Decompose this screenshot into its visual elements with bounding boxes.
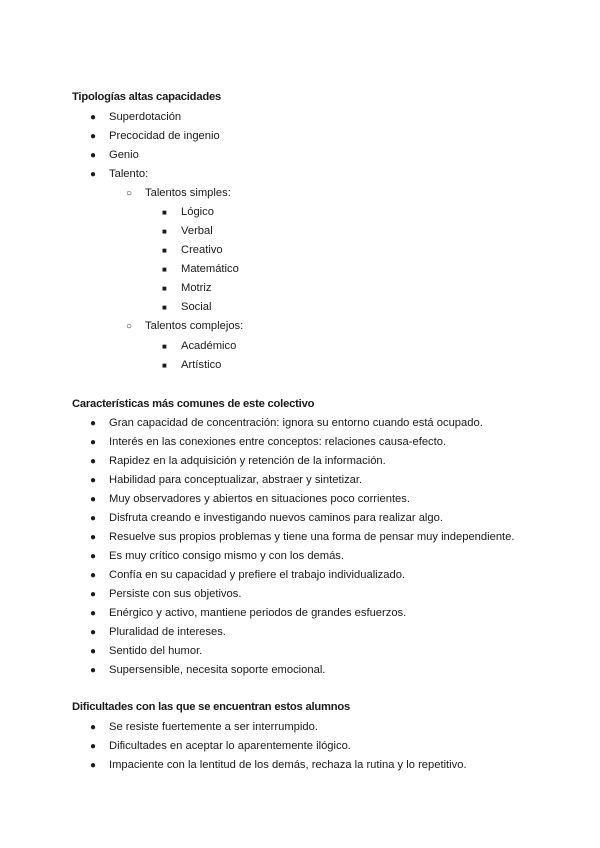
bullet-disc-icon: ● <box>90 760 97 771</box>
bullet-disc-icon: ● <box>90 169 97 180</box>
bullet-disc-icon: ● <box>90 437 97 448</box>
section-title-dificultades: Dificultades con las que se encuentran estos alumnos <box>72 701 351 713</box>
bullet-disc-icon: ● <box>90 570 97 581</box>
bullet-disc-icon: ● <box>90 418 97 429</box>
bullet-square-icon: ■ <box>162 342 167 351</box>
bullet-circle-icon: ○ <box>126 188 133 199</box>
bullet-disc-icon: ● <box>90 741 97 752</box>
bullet-disc-icon: ● <box>90 494 97 505</box>
section-title-tipologias: Tipologías altas capacidades <box>72 91 222 103</box>
bullet-square-icon: ■ <box>162 303 167 312</box>
bullet-disc-icon: ● <box>90 475 97 486</box>
bullet-disc-icon: ● <box>90 513 97 524</box>
document-page: Tipologías altas capacidades ● Superdotación ● Precocidad de ingenio ● Genio ● Talento: ○ Talentos simples: ■ Lógico ■ Verbal ■ Creativo ■ Matemático ■ Motriz ■ Social ○ Talentos complejos: ■ Académico ■ Artístico Características más comunes de este colectivo ● Gran capacidad de concentración: ignora su entorno cuando está ocupado. ● Interés en las conexiones entre conceptos: relaciones causa-efecto. ● Rapidez en la adquisición y retención de la información. ● Habilidad para conceptualizar, abstraer y sintetizar. ● Muy observadores y abiertos en situaciones poco corrientes. ● Disfruta creando e investigando nuevos caminos para realizar algo. ● Resuelve sus propios problemas y tiene una forma de pensar muy independiente. ● Es muy crítico consigo mismo y con los demás. ● Confía en su capacidad y prefiere el trabajo individualizado. ● Persiste con sus objetivos. ● Enérgico y activo, mantiene periodos de grandes esfuerzos. ● Pluralidad de intereses. ● Sentido del humor. ● Supersensible, necesita soporte emocional. Dificultades con las que se encuentran estos alumnos ● Se resiste fuertemente a ser interrumpido. ● Dificultades en aceptar lo aparentemente ilógico. ● Impaciente con la lentitud de los demás, rechaza la rutina y lo repetitivo. <box>0 0 600 848</box>
bullet-disc-icon: ● <box>90 627 97 638</box>
bullet-square-icon: ■ <box>162 284 167 293</box>
bullet-disc-icon: ● <box>90 665 97 676</box>
bullet-disc-icon: ● <box>90 722 97 733</box>
bullet-disc-icon: ● <box>90 456 97 467</box>
bullet-disc-icon: ● <box>90 589 97 600</box>
bullet-disc-icon: ● <box>90 532 97 543</box>
bullet-circle-icon: ○ <box>126 321 133 332</box>
bullet-disc-icon: ● <box>90 646 97 657</box>
bullet-disc-icon: ● <box>90 150 97 161</box>
bullet-square-icon: ■ <box>162 246 167 255</box>
bullet-square-icon: ■ <box>162 361 167 370</box>
bullet-disc-icon: ● <box>90 551 97 562</box>
bullet-disc-icon: ● <box>90 131 97 142</box>
section-title-caracteristicas: Características más comunes de este colectivo <box>72 398 315 410</box>
bullet-disc-icon: ● <box>90 608 97 619</box>
bullet-square-icon: ■ <box>162 265 167 274</box>
bullet-square-icon: ■ <box>162 227 167 236</box>
bullet-square-icon: ■ <box>162 208 167 217</box>
bullet-disc-icon: ● <box>90 112 97 123</box>
